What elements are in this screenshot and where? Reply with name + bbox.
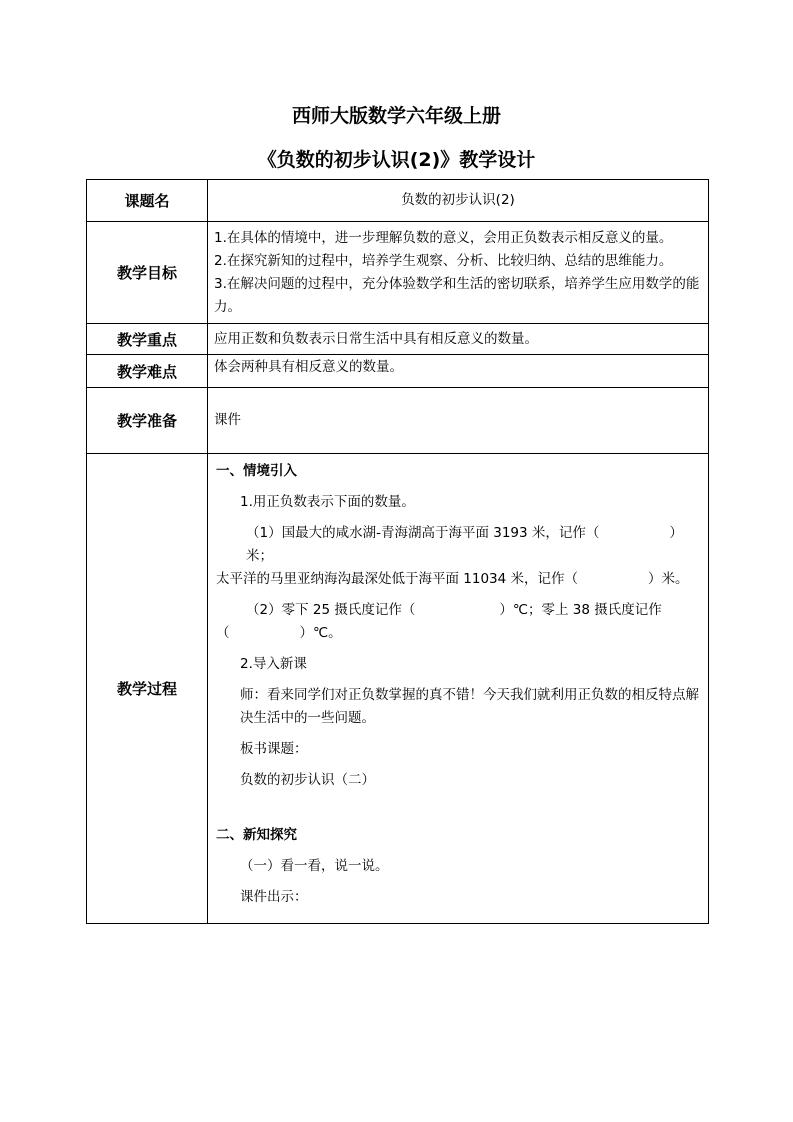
process-item: 2.导入新课 [240,656,307,672]
topic-label: 课题名 [87,180,208,222]
teacher-speech: 师：看来同学们对正负数掌握的真不错！今天我们就利用正负数的相反特点解决生活中的一些问题。 [240,687,699,726]
section-heading: 一、情境引入 [216,463,297,479]
row-goals [87,222,709,324]
goals-value [208,222,709,324]
row-topic [87,180,709,222]
board-label: 板书课题： [240,741,308,757]
process-value [208,454,709,924]
section-heading: 二、新知探究 [216,827,297,843]
goal-item: 1.在具体的情境中，进一步理解负数的意义，会用正负数表示相反意义的量。 [214,229,673,246]
process-label: 教学过程 [87,454,208,924]
board-title: 负数的初步认识（二） [240,772,375,788]
key-label: 教学重点 [87,324,208,355]
process-item: 课件出示： [240,889,308,905]
lesson-plan-table [86,179,709,924]
question-1b: 太平洋的马里亚纳海沟最深处低于海平面 11034 米，记作（ ）米。 [216,571,689,587]
row-prep [87,388,709,454]
process-item: （一）看一看，说一说。 [240,858,389,874]
prep-value: 课件 [208,388,709,454]
question-2b: （ ）℃。 [216,625,342,641]
prep-label: 教学准备 [87,388,208,454]
goal-item: 3.在解决问题的过程中，充分体验数学和生活的密切联系，培养学生应用数学的能力。 [214,275,700,315]
document-subtitle: 《负数的初步认识(2)》教学设计 [257,149,536,171]
question-2a: （2）零下 25 摄氏度记作（ ）℃；零上 38 摄氏度记作 [246,602,662,618]
row-process [87,454,709,924]
row-difficulty [87,355,709,388]
goals-label: 教学目标 [87,222,208,324]
difficulty-label: 教学难点 [87,355,208,388]
topic-value: 负数的初步认识(2) [208,180,709,222]
row-key [87,324,709,355]
key-value: 应用正数和负数表示日常生活中具有相反意义的数量。 [208,324,709,355]
question-1a: （1）国最大的咸水湖-青海湖高于海平面 3193 米，记作（ ）米； [246,525,683,564]
goal-item: 2.在探究新知的过程中，培养学生观察、分析、比较归纳、总结的思维能力。 [214,252,673,269]
document-title: 西师大版数学六年级上册 [291,105,501,127]
process-item: 1.用正负数表示下面的数量。 [240,494,415,510]
difficulty-value: 体会两种具有相反意义的数量。 [208,355,709,388]
